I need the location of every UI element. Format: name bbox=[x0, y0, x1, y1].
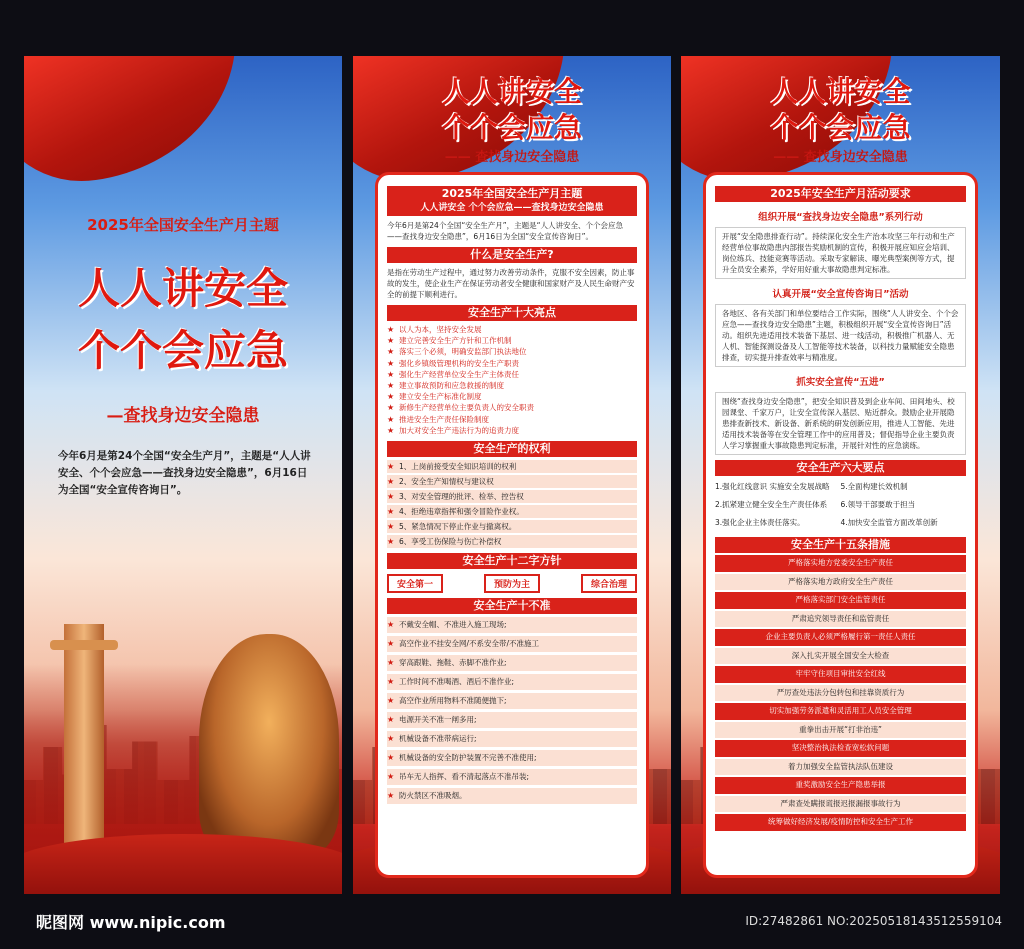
list-item: ★ 建立事故预防和应急救援的制度 bbox=[387, 380, 637, 391]
list-item: 企业主要负责人必须严格履行第一责任人责任 bbox=[715, 629, 966, 646]
activity-2-title: 认真开展“安全宣传咨询日”活动 bbox=[772, 289, 909, 300]
subtitle: —— 查找身边安全隐患 bbox=[444, 150, 580, 165]
content-card bbox=[703, 172, 978, 878]
slogan-line-2: 个个会应急 bbox=[77, 326, 288, 375]
activity-1-title: 组织开展“查找身边安全隐患”系列行动 bbox=[758, 212, 923, 223]
activity-3-text: 围绕“查找身边安全隐患”，把安全知识普及到企业车间、田间地头、校园课堂、千家万户，让安全宣传深入基层、贴近群众。鼓励企业开展隐患排查新技术、新设备、新系统的研发创新应用，推进人工智能、先进适用技术装备等在安全管理工作中的应用普及；督促指导企业主要负责人学习掌握重大事故隐患判定标准，开展针对性的应急演练。 bbox=[715, 392, 966, 455]
list-item: 着力加强安全监管执法队伍建设 bbox=[715, 759, 966, 776]
list-item: 4.加快安全监管方面改革创新 bbox=[840, 518, 938, 527]
six-points-grid bbox=[715, 478, 966, 532]
list-item: 3.强化企业主体责任落实。 bbox=[715, 518, 805, 527]
slogan-line-2: 个个会应急 bbox=[441, 111, 582, 144]
poster-panel-middle bbox=[353, 56, 671, 894]
activity-1-text: 开展“安全隐患排查行动”。持续深化安全生产治本攻坚三年行动和生产经营单位事故隐患内部报告奖励机制的宣传，积极开展应知应会培训、岗位练兵、技能竞赛等活动。采取专家解读、曝光典型案例等方式，提升全员安全素养，学好用好重大事故隐患判定标准。 bbox=[715, 227, 966, 279]
list-item: ★ 建立完善安全生产方针和工作机制 bbox=[387, 335, 637, 346]
site-logo[interactable]: 昵图网 www.nipic.com bbox=[36, 913, 226, 932]
section-title-six: 安全生产六大要点 bbox=[715, 460, 966, 476]
card-title: 2025年全国安全生产月主题 bbox=[387, 186, 637, 201]
list-item: ★ 3、对安全管理的批评、检举、控告权 bbox=[387, 490, 637, 503]
image-id-text: ID:27482861 NO:20250518143512559104 bbox=[745, 914, 1002, 928]
list-item: 严格落实地方政府安全生产责任 bbox=[715, 574, 966, 591]
list-item: ★ 1、上岗前接受安全知识培训的权利 bbox=[387, 460, 637, 473]
list-item: ★ 吊车无人指挥、看不清起落点不准吊装; bbox=[387, 769, 637, 785]
what-text: 是指在劳动生产过程中，通过努力改善劳动条件，克服不安全因素，防止事故的发生，使企业生产在保证劳动者安全健康和国家财产及人民生命财产安全的前提下顺利进行。 bbox=[387, 268, 635, 299]
list-item: ★ 推进安全生产责任保险制度 bbox=[387, 414, 637, 425]
list-item: 重拳出击开展“打非治违” bbox=[715, 722, 966, 739]
list-item: 严格落实地方党委安全生产责任 bbox=[715, 555, 966, 572]
list-item: 牢牢守住项目审批安全红线 bbox=[715, 666, 966, 683]
list-item: ★ 以人为本，坚持安全发展 bbox=[387, 324, 637, 335]
ten-prohibitions-list bbox=[387, 617, 637, 804]
list-item: 坚决整治执法检查宽松软问题 bbox=[715, 740, 966, 757]
section-title-what: 什么是安全生产? bbox=[387, 247, 637, 263]
list-item: ★ 工作时间不准喝酒、酒后不准作业; bbox=[387, 674, 637, 690]
list-item: 严格落实部门安全监管责任 bbox=[715, 592, 966, 609]
slogan-line-1: 人人讲安全 bbox=[441, 75, 582, 108]
list-item: ★ 加大对安全生产违法行为的追责力度 bbox=[387, 425, 637, 436]
intro-text: 今年6月是第24个全国“安全生产月”，主题是“人人讲安全、个个会应急——查找身边安全隐患”，6月16日为全国“安全宣传咨询日”。 bbox=[387, 221, 623, 241]
list-item: 5.全面构建长效机制 bbox=[840, 482, 908, 491]
fifteen-measures-list bbox=[715, 555, 966, 831]
section-title-noes: 安全生产十不准 bbox=[387, 598, 637, 614]
theme-heading: 2025年全国安全生产月主题 bbox=[87, 216, 279, 234]
slogan-line-1: 人人讲安全 bbox=[770, 75, 911, 108]
list-item: 1.强化红线意识 实施安全发展战略 bbox=[715, 482, 830, 491]
section-title-fifteen: 安全生产十五条措施 bbox=[715, 537, 966, 553]
list-item: 重奖激励安全生产隐患举报 bbox=[715, 777, 966, 794]
rights-list bbox=[387, 460, 637, 548]
list-item: ★ 机械设备不准带病运行; bbox=[387, 731, 637, 747]
section-title-policy: 安全生产十二字方针 bbox=[387, 553, 637, 569]
slogan-line-1: 人人讲安全 bbox=[77, 264, 288, 313]
slogan-line-2: 个个会应急 bbox=[770, 111, 911, 144]
list-item: ★ 高空作业不挂安全网/不系安全带/不准施工 bbox=[387, 636, 637, 652]
section-title-rights: 安全生产的权利 bbox=[387, 441, 637, 457]
list-item: ★ 6、享受工伤保险与伤亡补偿权 bbox=[387, 535, 637, 548]
activity-3-title: 抓实安全宣传“五进” bbox=[796, 377, 885, 388]
list-item: ★ 穿高跟鞋、拖鞋、赤脚不准作业; bbox=[387, 655, 637, 671]
list-item: ★ 电源开关不准一闸多用; bbox=[387, 712, 637, 728]
policy-box: 预防为主 bbox=[484, 574, 540, 593]
ten-highlights-list bbox=[387, 324, 637, 436]
section-title-ten: 安全生产十大亮点 bbox=[387, 305, 637, 321]
intro-text: 今年6月是第24个全国“安全生产月”，主题是“人人讲安全、个个会应急——查找身边安全隐患”，6月16日为全国“安全宣传咨询日”。 bbox=[58, 450, 311, 496]
list-item: 严厉查处违法分包转包和挂靠资质行为 bbox=[715, 685, 966, 702]
red-wave-graphic bbox=[24, 834, 342, 894]
list-item: 统筹做好经济发展/疫情防控和安全生产工作 bbox=[715, 814, 966, 831]
list-item: ★ 机械设备的安全防护装置不完善不准使用; bbox=[387, 750, 637, 766]
list-item: 严肃查处瞒报谎报迟报漏报事故行为 bbox=[715, 796, 966, 813]
subtitle: —查找身边安全隐患 bbox=[106, 406, 260, 426]
list-item: ★ 新修生产经营单位主要负责人的安全职责 bbox=[387, 402, 637, 413]
list-item: ★ 防火禁区不准吸烟。 bbox=[387, 788, 637, 804]
list-item: ★ 高空作业所用物料不准随便抛下; bbox=[387, 693, 637, 709]
list-item: ★ 4、拒绝违章指挥和强令冒险作业权。 bbox=[387, 505, 637, 518]
policy-box: 安全第一 bbox=[387, 574, 443, 593]
stone-lion-graphic bbox=[199, 634, 339, 854]
activity-2-text: 各地区、各有关部门和单位要结合工作实际，围绕“人人讲安全、个个会应急——查找身边安全隐患”主题，积极组织开展“安全宣传咨询日”活动。组织先进适用技术装备下基层、进一线活动，积极推广机器人、无人机、智能探测设备及人工智能等技术装备，以科技力量赋能安全隐患排查，切实提升排查效率与精准度。 bbox=[715, 304, 966, 367]
list-item: ★ 2、安全生产知情权与建议权 bbox=[387, 475, 637, 488]
list-item: 严肃追究领导责任和监管责任 bbox=[715, 611, 966, 628]
subtitle: —— 查找身边安全隐患 bbox=[773, 150, 908, 165]
section-title-requirements: 2025年安全生产月活动要求 bbox=[715, 186, 966, 202]
policy-boxes bbox=[387, 574, 637, 593]
list-item: 6.领导干部要敢于担当 bbox=[840, 500, 916, 509]
list-item: ★ 强化乡镇级管理机构的安全生产职责 bbox=[387, 358, 637, 369]
list-item: ★ 建立安全生产标准化制度 bbox=[387, 391, 637, 402]
content-card bbox=[375, 172, 649, 878]
list-item: ★ 不戴安全帽、不准进入施工现场; bbox=[387, 617, 637, 633]
list-item: 2.抓紧建立健全安全生产责任体系 bbox=[715, 500, 828, 509]
list-item: 深入扎实开展全国安全大检查 bbox=[715, 648, 966, 665]
list-item: 切实加强劳务派遣和灵活用工人员安全管理 bbox=[715, 703, 966, 720]
policy-box: 综合治理 bbox=[581, 574, 637, 593]
list-item: ★ 5、紧急情况下停止作业与撤离权。 bbox=[387, 520, 637, 533]
poster-panel-right bbox=[681, 56, 1000, 894]
poster-panel-left bbox=[24, 56, 342, 894]
red-flag-graphic bbox=[24, 56, 253, 193]
card-slogan: 人人讲安全 个个会应急——查找身边安全隐患 bbox=[387, 201, 637, 216]
list-item: ★ 强化生产经营单位安全生产主体责任 bbox=[387, 369, 637, 380]
list-item: ★ 落实三个必须，明确安监部门执法地位 bbox=[387, 346, 637, 357]
